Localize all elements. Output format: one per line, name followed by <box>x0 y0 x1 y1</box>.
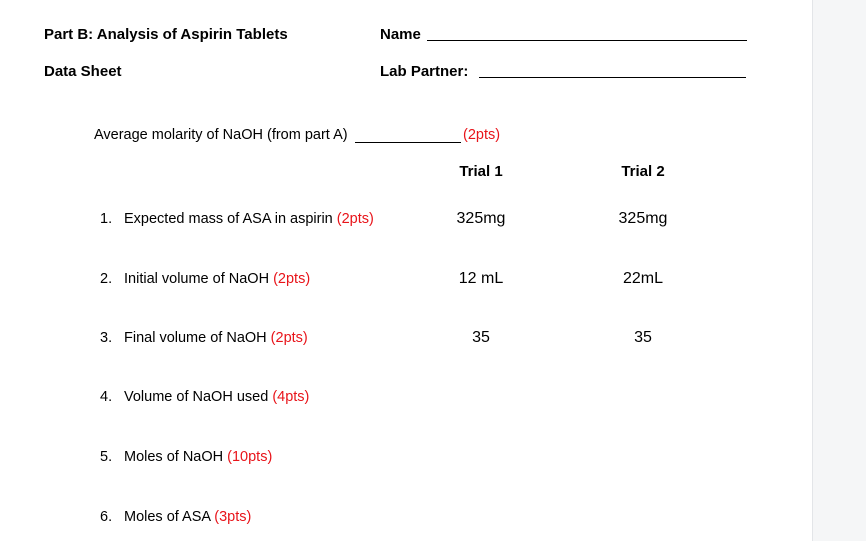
question-points: (4pts) <box>272 389 310 405</box>
question-number: 2. <box>100 271 113 287</box>
page-subtitle: Data Sheet <box>44 63 122 80</box>
viewer-gutter <box>812 0 866 541</box>
question-number: 6. <box>100 509 113 525</box>
question-text: Volume of NaOH used (4pts) <box>124 389 310 405</box>
question-text: Moles of NaOH (10pts) <box>124 449 273 465</box>
question-number: 3. <box>100 330 113 346</box>
name-field[interactable] <box>427 40 747 41</box>
question-number: 4. <box>100 389 113 405</box>
question-points: (2pts) <box>270 330 308 346</box>
name-label: Name <box>380 26 421 43</box>
trial-1-value[interactable]: 325mg <box>456 210 506 227</box>
trial-2-value[interactable]: 35 <box>634 329 652 346</box>
question-points: (3pts) <box>214 509 252 525</box>
question-text: Moles of ASA (3pts) <box>124 509 252 525</box>
trial-2-header: Trial 2 <box>621 163 665 180</box>
question-number: 1. <box>100 211 113 227</box>
question-text: Initial volume of NaOH (2pts) <box>124 271 311 287</box>
trial-1-value[interactable]: 12 mL <box>458 270 504 287</box>
trial-1-header: Trial 1 <box>459 163 503 180</box>
molarity-label: Average molarity of NaOH (from part A) <box>94 127 348 143</box>
page-title: Part B: Analysis of Aspirin Tablets <box>44 26 288 43</box>
question-points: (2pts) <box>273 271 311 287</box>
trial-2-value[interactable]: 22mL <box>622 270 664 287</box>
molarity-points: (2pts) <box>463 127 501 143</box>
trial-2-value[interactable]: 325mg <box>618 210 668 227</box>
molarity-field[interactable] <box>355 142 461 143</box>
question-number: 5. <box>100 449 113 465</box>
trial-1-value[interactable]: 35 <box>472 329 490 346</box>
question-points: (2pts) <box>336 211 374 227</box>
question-points: (10pts) <box>227 449 273 465</box>
question-text: Expected mass of ASA in aspirin (2pts) <box>124 211 374 227</box>
question-text: Final volume of NaOH (2pts) <box>124 330 308 346</box>
lab-partner-label: Lab Partner: <box>380 63 469 80</box>
lab-partner-field[interactable] <box>479 77 746 78</box>
